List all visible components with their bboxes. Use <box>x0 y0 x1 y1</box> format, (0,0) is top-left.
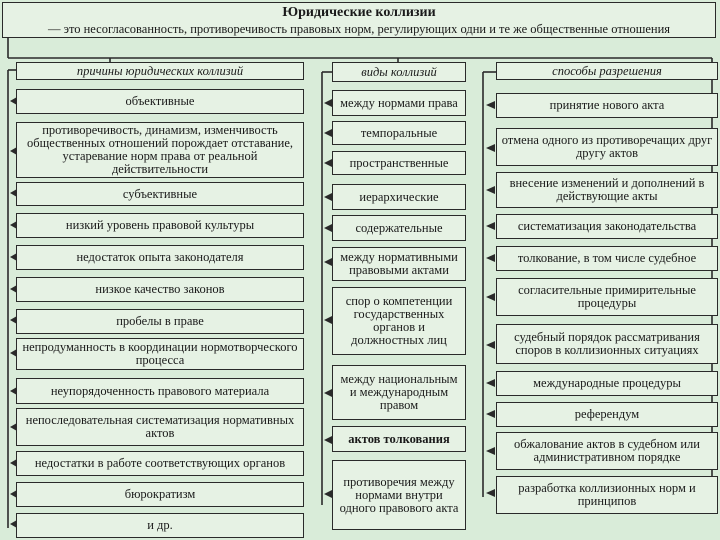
cause-item: недостатки в работе соответствующих органов <box>16 451 304 476</box>
types-header: виды коллизий <box>332 62 466 82</box>
type-item: между нормами права <box>332 90 466 116</box>
cause-item: непоследовательная систематизация нормативных актов <box>16 408 304 446</box>
type-item: пространственные <box>332 151 466 175</box>
method-item: согласительные примирительные процедуры <box>496 278 718 316</box>
type-item: между национальным и международным правом <box>332 365 466 420</box>
method-item: толкование, в том числе судебное <box>496 246 718 271</box>
type-item: противоречия между нормами внутри одного правового акта <box>332 460 466 530</box>
cause-item: противоречивость, динамизм, изменчивость общественных отношений порождает отставание, устаревание норм права от реальной действительности <box>16 122 304 178</box>
method-item: референдум <box>496 402 718 427</box>
cause-item: субъективные <box>16 182 304 206</box>
method-item: разработка коллизионных норм и принципов <box>496 476 718 514</box>
cause-item: неупорядоченность правового материала <box>16 378 304 404</box>
type-item: иерархические <box>332 184 466 210</box>
diagram-title: Юридические коллизии <box>282 5 436 20</box>
cause-item: недостаток опыта законодателя <box>16 245 304 270</box>
method-item: обжалование актов в судебном или административном порядке <box>496 432 718 470</box>
method-item: международные процедуры <box>496 371 718 396</box>
cause-item: пробелы в праве <box>16 309 304 334</box>
cause-item: низкий уровень правовой культуры <box>16 213 304 238</box>
cause-item: низкое качество законов <box>16 277 304 302</box>
cause-item: непродуманность в координации нормотворческого процесса <box>16 338 304 370</box>
methods-header: способы разрешения <box>496 62 718 80</box>
definition-text: — это несогласованность, противоречивость правовых норм, регулирующих одни и те же общественные отношения <box>47 22 671 36</box>
type-item: между нормативными правовыми актами <box>332 247 466 281</box>
type-item: содержательные <box>332 215 466 241</box>
type-item: спор о компетенции государственных органов и должностных лиц <box>332 287 466 355</box>
type-item: темпоральные <box>332 121 466 145</box>
causes-header: причины юридических коллизий <box>16 62 304 80</box>
method-item: отмена одного из противоречащих друг другу актов <box>496 128 718 166</box>
cause-item: бюрократизм <box>16 482 304 507</box>
cause-item: и др. <box>16 513 304 538</box>
cause-item: объективные <box>16 89 304 114</box>
method-item: внесение изменений и дополнений в действующие акты <box>496 172 718 208</box>
method-item: принятие нового акта <box>496 93 718 118</box>
title-box <box>2 2 716 38</box>
type-item: актов толкования <box>332 426 466 452</box>
method-item: систематизация законодательства <box>496 214 718 239</box>
method-item: судебный порядок рассматривания споров в коллизионных ситуациях <box>496 324 718 364</box>
